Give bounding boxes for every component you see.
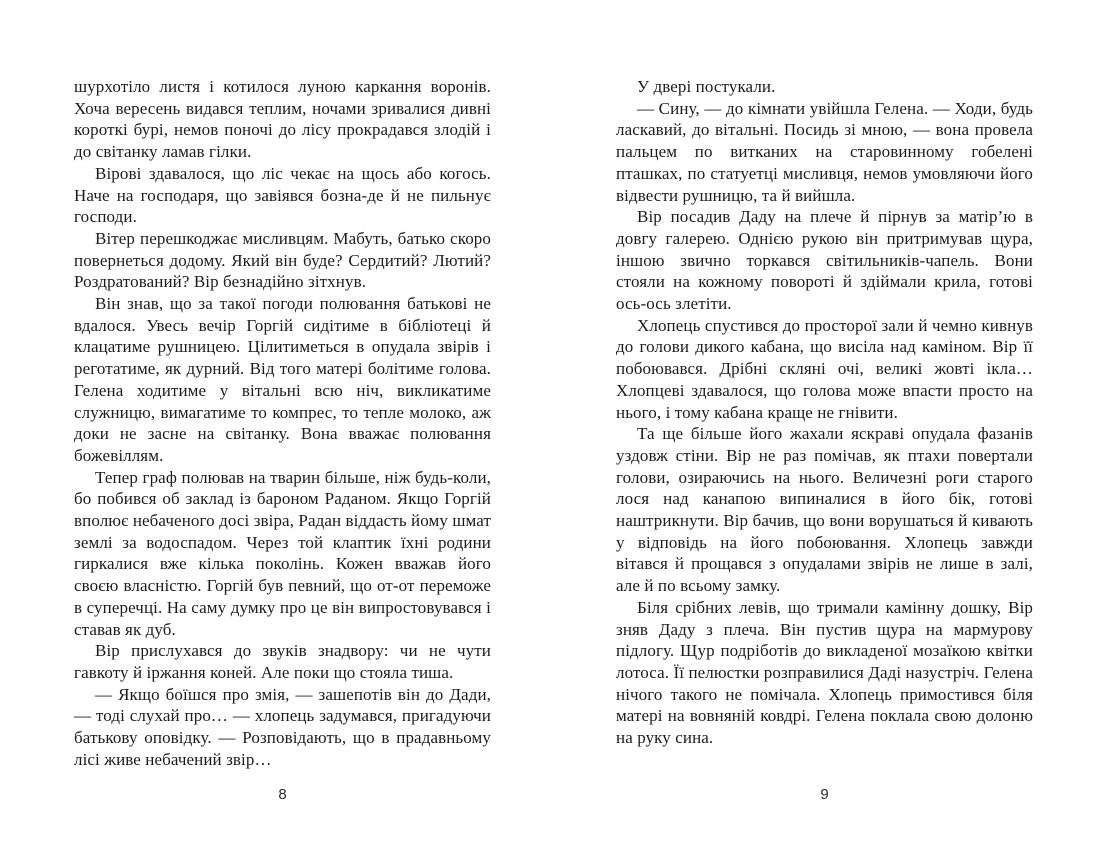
- left-page-text-column: [74, 76, 491, 771]
- paragraph: Вірові здавалося, що ліс чекає на щось або когось. Наче на господаря, що завіявся бозна-де й не пильнує господи.: [74, 163, 491, 227]
- paragraph: Вітер перешкоджає мисливцям. Мабуть, батько скоро повернеться додому. Який він буде? Сердитий? Лютий? Роздратований? Вір безнадійно зітхнув.: [74, 228, 491, 292]
- paragraph: Біля срібних левів, що тримали камінну дошку, Вір зняв Даду з плеча. Він пустив щура на мармурову підлогу. Щур подріботів до викладеної мозаїкою квітки лотоса. Її пелюстки розправилися Даді назустріч. Гелена нічого такого не помічала. Хлопець примостився біля матері на вовняній ковдрі. Гелена поклала свою долоню на руку сина.: [616, 597, 1033, 748]
- paragraph: — Якщо боїшся про змія, — зашепотів він до Дади, — тоді слухай про… — хлопець задумався, пригадуючи батькову оповідку. — Розповідають, що в прадавньому лісі живе небачений звір…: [74, 684, 491, 769]
- paragraph: Тепер граф полював на тварин більше, ніж будь-коли, бо побився об заклад із бароном Раданом. Якщо Горгій вполює небаченого досі звіра, Радан віддасть йому шмат землі за водоспадом. Через той клаптик їхні родини гиркалися вже кілька поколінь. Кожен вважав його своєю власністю. Горгій був певний, що от-от переможе в суперечці. На саму думку про це він випростовувався і ставав як дуб.: [74, 467, 491, 639]
- paragraph: Вір прислухався до звуків знадвору: чи не чути гавкоту й іржання коней. Але поки що стояла тиша.: [74, 641, 491, 682]
- paragraph: шурхотіло листя і котилося луною каркання воронів. Хоча вересень видався теплим, ночами зривалися дивні короткі бурі, немов поночі до лісу прокрадався злодій і до світанку ламав гілки.: [74, 77, 491, 162]
- right-page-text-column: [616, 76, 1033, 749]
- paragraph: Він знав, що за такої погоди полювання батькові не вдалося. Увесь вечір Горгій сидітиме в бібліотеці й клацатиме рушницею. Цілитиметься в опудала звірів і реготатиме, як дурний. Від того матері болітиме голова. Гелена ходитиме у вітальні всю ніч, викликатиме служницю, вимагатиме то компрес, то тепле молоко, аж доки не засне на світанку. Вона вважає полювання божевіллям.: [74, 294, 491, 465]
- left-page-number: 8: [278, 786, 287, 803]
- paragraph: У двері постукали.: [637, 77, 776, 96]
- paragraph: Хлопець спустився до просторої зали й чемно кивнув до голови дикого кабана, що висіла над каміном. Вір її побоювався. Дрібні скляні очі, великі жовті ікла… Хлопцеві здавалося, що голова може впасти просто на нього, і тому кабана краще не гнівити.: [616, 315, 1033, 422]
- paragraph: Вір посадив Даду на плече й пірнув за матір’ю в довгу галерею. Однією рукою він притримував щура, іншою звично торкався світильників-чапель. Вони стояли на кожному повороті й здіймали крила, готові ось-ось злетіти.: [616, 207, 1033, 314]
- paragraph: — Сину, — до кімнати увійшла Гелена. — Ходи, будь ласкавий, до вітальні. Посидь зі мною, — вона провела пальцем по витканих на старовинному гобелені пташках, по статуетці мисливця, немов умовляючи його відвести рушницю, та й вийшла.: [616, 98, 1033, 205]
- paragraph: Та ще більше його жахали яскраві опудала фазанів уздовж стіни. Вір не раз помічав, як птахи повертали голови, озираючись на нього. Величезні роги старого лося над канапою випиналися в його бік, готові наштрикнути. Вір бачив, що вони ворушаться й кивають у відповідь на його побоювання. Хлопець завжди вітався й прощався з опудалами звірів не лише в залі, але й по всьому замку.: [616, 424, 1033, 596]
- right-page-number: 9: [820, 786, 829, 803]
